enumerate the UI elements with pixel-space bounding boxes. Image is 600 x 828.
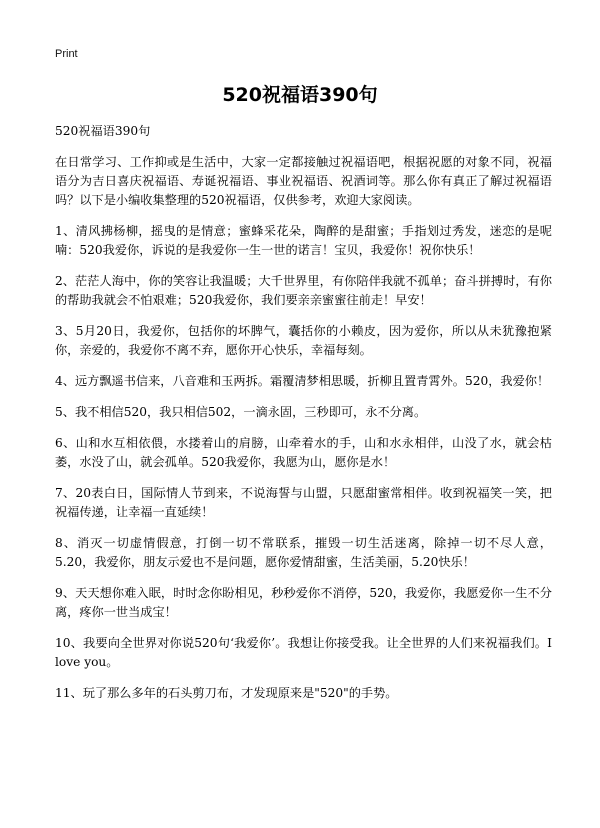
- list-item: 5、我不相信520，我只相信502，一滴永固，三秒即可，永不分离。: [55, 405, 427, 419]
- list-item: 9、天天想你难入眠，时时念你盼相见，秒秒爱你不消停，520，我爱你，我愿爱你一生不分离，疼你一世当成宝！: [55, 586, 552, 619]
- list-item: 2、茫茫人海中，你的笑容让我温暖；大千世界里，有你陪伴我就不孤单；奋斗拼搏时，有你的帮助我就会不怕艰难；520我爱你，我们要亲亲蜜蜜往前走！早安！: [55, 274, 552, 307]
- article-subtitle: 520祝福语390句: [55, 124, 151, 138]
- print-link[interactable]: Print: [55, 48, 78, 60]
- list-item: 7、20表白日，国际情人节到来，不说海誓与山盟，只愿甜蜜常相伴。收到祝福笑一笑，把祝福传递，让幸福一直延续！: [55, 486, 552, 519]
- list-item: 1、清风拂杨柳，摇曳的是情意；蜜蜂采花朵，陶醉的是甜蜜；手指划过秀发，迷恋的是呢喃：520我爱你，诉说的是我爱你一生一世的诺言！宝贝，我爱你！祝你快乐！: [55, 224, 552, 257]
- article-body: [55, 122, 552, 715]
- list-item: 8、消灭一切虚情假意，打倒一切不常联系，摧毁一切生活迷离，除掉一切不尽人意，5.20，我爱你，朋友示爱也不是问题，愿你爱情甜蜜，生活美丽，5.20快乐！: [55, 536, 552, 569]
- intro-paragraph: 在日常学习、工作抑或是生活中，大家一定都接触过祝福语吧，根据祝愿的对象不同，祝福语分为吉日喜庆祝福语、寿诞祝福语、事业祝福语、祝酒词等。那么你有真正了解过祝福语吗？以下是小编收集整理的520祝福语，仅供参考，欢迎大家阅读。: [55, 155, 552, 207]
- list-item: 6、山和水互相依偎，水搂着山的肩膀，山牵着水的手，山和水永相伴，山没了水，就会枯萎，水没了山，就会孤单。520我爱你，我愿为山，愿你是水！: [55, 436, 552, 469]
- list-item: 10、我要向全世界对你说520句‘我爱你’。我想让你接受我。让全世界的人们来祝福我们。I love you。: [55, 636, 552, 669]
- list-item: 11、玩了那么多年的石头剪刀布，才发现原来是"520"的手势。: [55, 686, 398, 700]
- list-item: 3、5月20日，我爱你，包括你的坏脾气，囊括你的小赖皮，因为爱你，所以从未犹豫抱紧你，亲爱的，我爱你不离不弃，愿你开心快乐，幸福每刻。: [55, 324, 552, 357]
- list-item: 4、远方飘遥书信来，八音难和玉两拆。霜覆清梦相思暖，折柳且置青霄外。520，我爱你！: [55, 374, 550, 388]
- page-title: 520祝福语390句: [222, 84, 378, 106]
